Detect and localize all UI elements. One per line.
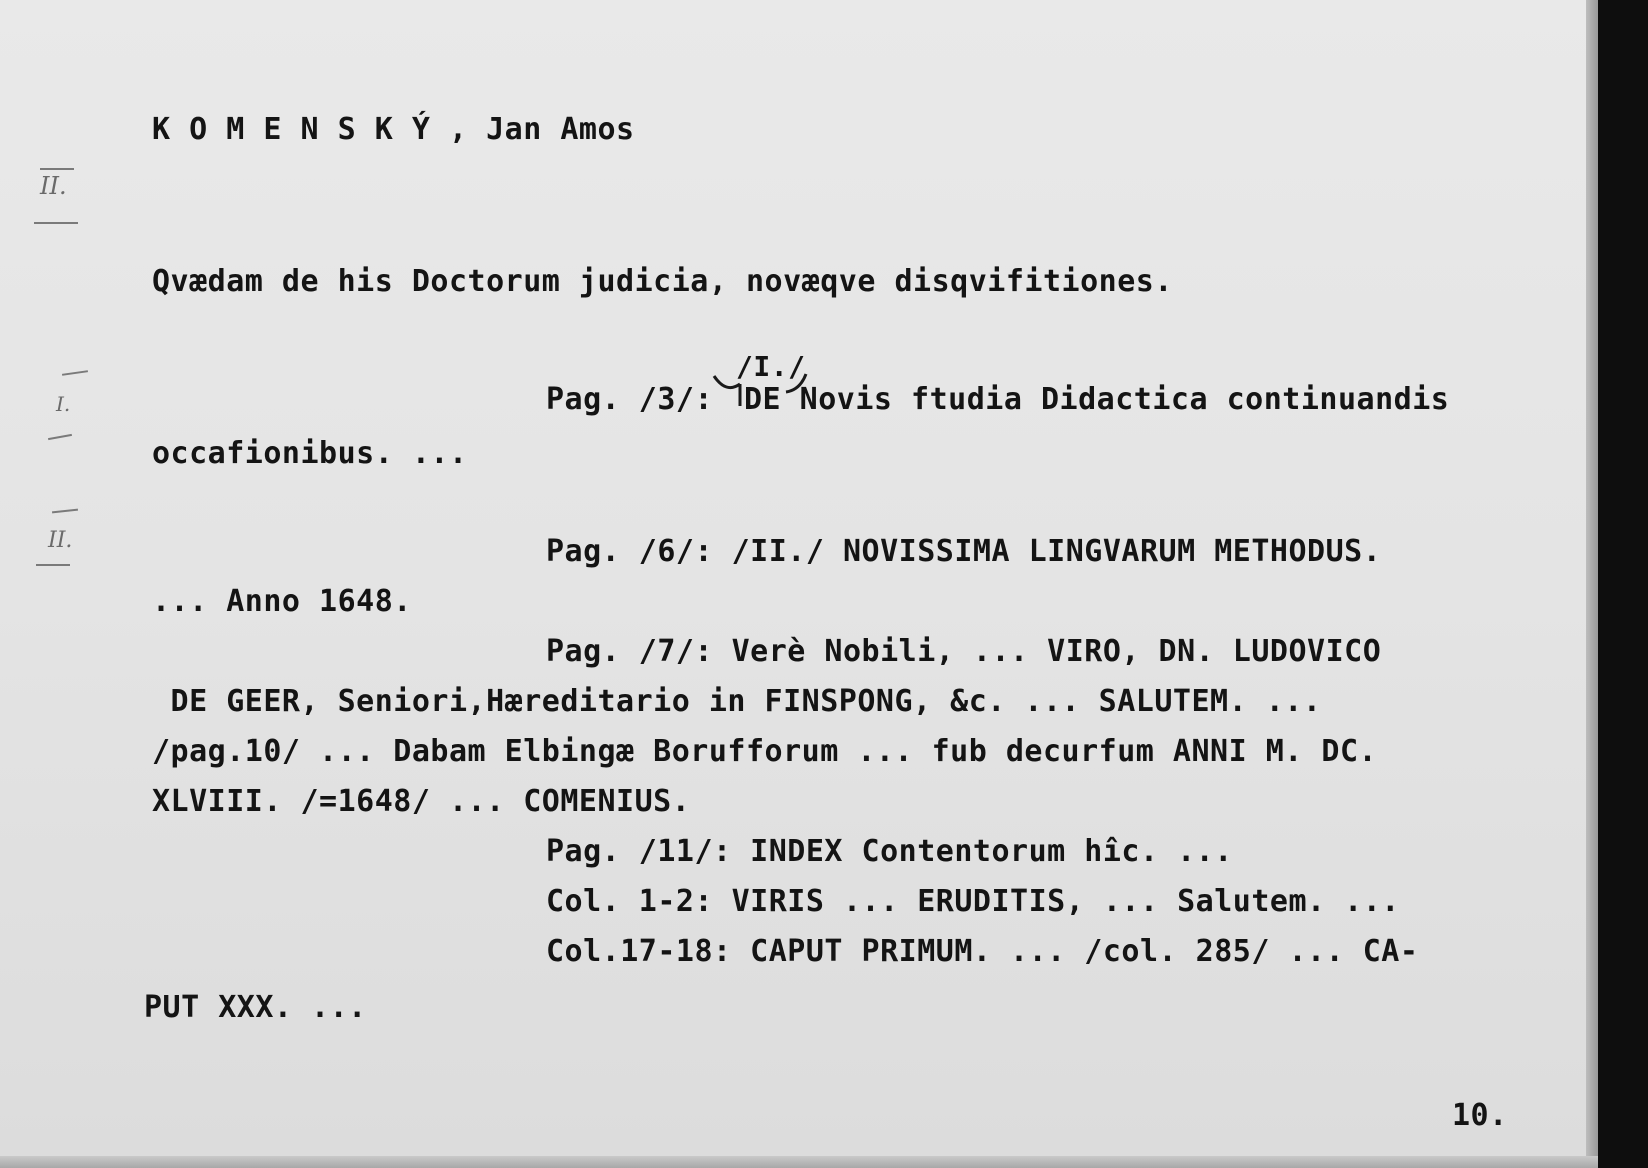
- entry-3-line-2: DE GEER, Seniori,Hæreditario in FINSPONG, &c. ... SALUTEM. ...: [152, 684, 1322, 719]
- entry-2-line: Pag. /6/: /II./ NOVISSIMA LINGVARUM METHODUS.: [546, 534, 1382, 569]
- entry-6-line: Col.17-18: CAPUT PRIMUM. ... /col. 285/ ... CA-: [546, 934, 1419, 969]
- card-right-edge: [1586, 0, 1598, 1168]
- author-heading: K O M E N S K Ý , Jan Amos: [152, 112, 635, 147]
- insertion-note: /I./: [736, 350, 806, 383]
- margin-mark-1: II.: [40, 172, 67, 200]
- entry-3-line-1: Pag. /7/: Verè Nobili, ... VIRO, DN. LUDOVICO: [546, 634, 1382, 669]
- entry-6-continuation: PUT XXX. ...: [144, 990, 367, 1025]
- entry-5-line: Col. 1-2: VIRIS ... ERUDITIS, ... Salutem. ...: [546, 884, 1400, 919]
- work-title: Qvædam de his Doctorum judicia, novæqve disqvifitiones.: [152, 264, 1173, 299]
- entry-1-text: DE Novis ftudia Didactica continuandis: [744, 382, 1450, 417]
- entry-1-page: Pag. /3/:: [546, 382, 714, 417]
- card-bottom-edge: [0, 1156, 1598, 1168]
- margin-mark-1-underline: [34, 222, 78, 224]
- entry-3-line-3: /pag.10/ ... Dabam Elbingæ Borufforum ... fub decurfum ANNI M. DC.: [152, 734, 1378, 769]
- margin-mark-3: II.: [48, 528, 73, 553]
- margin-mark-2: I.: [56, 392, 71, 416]
- entry-2-continuation: ... Anno 1648.: [152, 584, 412, 619]
- scan-background-strip: [1598, 0, 1648, 1168]
- entry-1-continuation: occafionibus. ...: [152, 436, 468, 471]
- margin-mark-2-underline: [48, 434, 72, 440]
- margin-mark-3-underline: [36, 564, 70, 566]
- margin-mark-1-overline: [40, 168, 74, 170]
- margin-mark-2-overline: [62, 370, 88, 376]
- margin-mark-3-overline: [52, 509, 78, 514]
- entry-3-line-4: XLVIII. /=1648/ ... COMENIUS.: [152, 784, 691, 819]
- entry-4-line: Pag. /11/: INDEX Contentorum hîc. ...: [546, 834, 1233, 869]
- card-number: 10.: [1452, 1098, 1508, 1133]
